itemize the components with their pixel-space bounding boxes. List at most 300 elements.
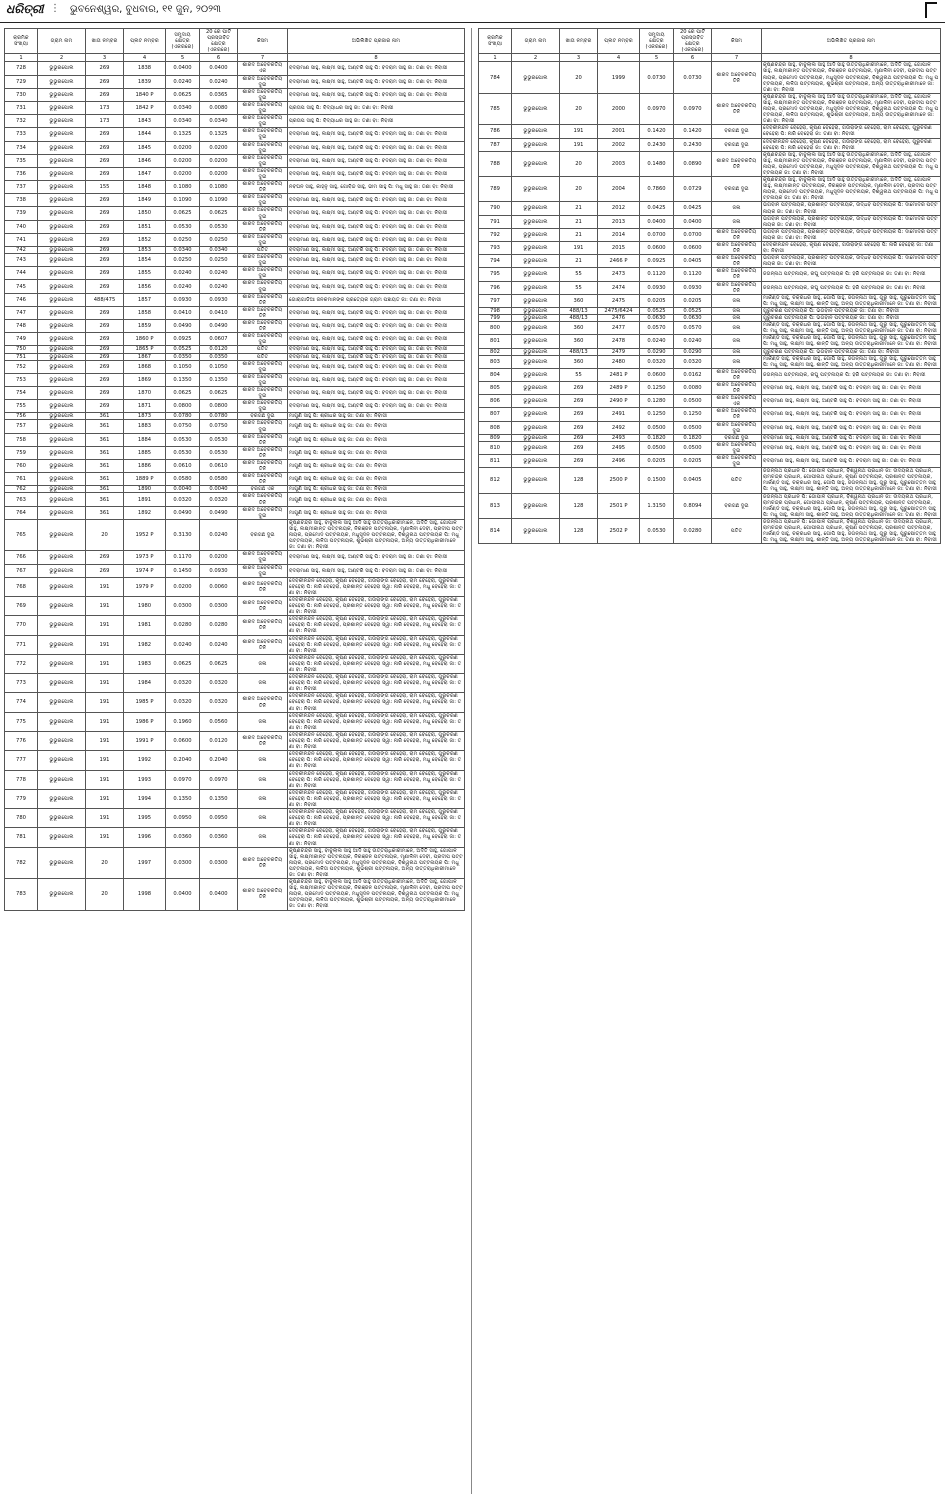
table-row [479, 228, 941, 241]
row-serial: 773 [5, 674, 38, 693]
row-kisam: ବରଗଛ ଦୁଇ [712, 434, 762, 441]
row-village: ଭୁଭୁରପୋଲ [512, 62, 560, 93]
row-serial: 777 [5, 751, 38, 770]
row-khata: 361 [86, 413, 124, 420]
row-total-area: 0.0205 [640, 294, 674, 307]
row-plot: 1838 [124, 62, 166, 75]
row-plot: 2474 [598, 281, 640, 294]
row-khata: 269 [560, 421, 598, 434]
row-total-area: 0.0530 [166, 446, 200, 459]
row-acquired-area: 0.1325 [200, 128, 238, 141]
row-plot: 2495 [598, 441, 640, 454]
row-khata: 191 [86, 751, 124, 770]
row-serial: 751 [5, 353, 38, 360]
row-acquired-area: 0.0340 [200, 247, 238, 254]
row-kisam: ଶାରଦ ଅବେଚକତିୟ ତିନି [712, 62, 762, 93]
table-row [479, 151, 941, 176]
row-total-area: 0.0040 [166, 486, 200, 493]
row-plot: 2477 [598, 322, 640, 335]
row-village: ଭୁଭୁରପୋଲ [512, 441, 560, 454]
row-kisam: ଶାରଦ ଅବେଚକତିୟ ତିନି [238, 847, 288, 878]
row-khata: 269 [86, 75, 124, 88]
row-kisam: ଶାରଦ ଅବେଚକତିୟ ଦୁଇ [238, 333, 288, 346]
row-plot: 2502 P [598, 518, 640, 543]
row-khata: 191 [86, 789, 124, 808]
row-kisam: ଶାରଦ ଅବେଚକତିୟ ଦୁଇ [238, 167, 288, 180]
row-khata: 269 [86, 247, 124, 254]
row-acquired-area: 0.0250 [200, 254, 238, 267]
row-acquired-area: 0.0930 [200, 293, 238, 306]
row-kisam: ଜଳା [712, 202, 762, 215]
row-village: ଭୁଭୁରପୋଲ [512, 368, 560, 381]
row-plot: 1973 P [124, 551, 166, 564]
row-khata: 191 [86, 577, 124, 596]
row-serial: 793 [479, 242, 512, 255]
row-acquired-area: 0.0162 [674, 368, 712, 381]
row-khata: 155 [86, 181, 124, 194]
row-khata: 191 [86, 828, 124, 847]
row-plot: 2490 P [598, 395, 640, 408]
row-village: ଭୁଭୁରପୋଲ [512, 322, 560, 335]
row-owner: ବଦରାମାଣ ସାହୁ, ଲକ୍ଷ୍ମୀ ସାହୁ, ଅଣ୍ଟରି ସାହୁ ପି: ବଦରାମ ସାହୁ ଜା: ତଣା ବା: ନିବାସୀ [288, 194, 465, 207]
table-row [5, 194, 465, 207]
row-acquired-area: 0.0930 [674, 281, 712, 294]
row-plot: 1856 [124, 280, 166, 293]
row-village: ଭୁଭୁରପୋଲ [38, 128, 86, 141]
row-acquired-area: 0.0930 [200, 564, 238, 577]
row-khata: 269 [560, 441, 598, 454]
row-acquired-area: 0.1080 [200, 181, 238, 194]
row-village: ଭୁଭୁରପୋଲ [512, 395, 560, 408]
row-kisam: ଶାରଦ ଅବେଚକତିୟ ତିନି [238, 493, 288, 506]
row-village: ଭୁଭୁରପୋଲ [38, 551, 86, 564]
row-acquired-area: 0.0405 [674, 468, 712, 493]
row-kisam: ଶାରଦ ଅବେଚକତିୟ ତିନି [238, 635, 288, 654]
table-row [5, 674, 465, 693]
col-number: 1 [5, 54, 38, 62]
table-row [5, 654, 465, 673]
row-owner: ଦେବକୀନନ୍ଦନ ବେହେରା, କୃଷ୍ଣ ବେହେରା, ଗଉରାଙ୍ଗ ବେହେରା ପି: ନାରି ବେହେରା ଜା: ତଣା ବା: ନିବାସୀ [762, 242, 941, 255]
row-owner: ଭଗବାନ ପଟ୍ଟନାୟକ, ପ୍ରଶାନ୍ତ ପଟ୍ଟନାୟକ, ଉଦ୍ଧବ ପଟ୍ଟନାୟକ ପି: ଦାମୋଦର ପଟ୍ଟନାୟକ ଜା: ତଣା ବା: ନିବାସୀ [762, 215, 941, 228]
row-total-area: 0.0360 [166, 828, 200, 847]
row-kisam: ଶାରଦ ଅବେଚକତିୟ ଦୁଇ [712, 441, 762, 454]
col-number: 3 [560, 54, 598, 62]
row-total-area: 0.1350 [166, 373, 200, 386]
row-village: ଭୁଭୁରପୋଲ [512, 381, 560, 394]
table-row [5, 564, 465, 577]
table-row [5, 731, 465, 750]
col-number: 5 [640, 54, 674, 62]
row-village: ଭୁଭୁରପୋଲ [38, 879, 86, 910]
row-plot: 1851 [124, 220, 166, 233]
row-khata: 488/13 [560, 307, 598, 314]
table-row [479, 518, 941, 543]
row-acquired-area: 0.0800 [200, 400, 238, 413]
row-total-area: 0.0930 [166, 293, 200, 306]
row-total-area: 0.1050 [166, 360, 200, 373]
row-plot: 1993 [124, 770, 166, 789]
row-village: ଭୁଭୁରପୋଲ [512, 242, 560, 255]
table-row [5, 433, 465, 446]
row-acquired-area: 0.0500 [674, 395, 712, 408]
table-row [5, 596, 465, 615]
row-serial: 814 [479, 518, 512, 543]
corner-mark-icon [925, 2, 937, 18]
row-acquired-area: 0.0625 [200, 386, 238, 399]
row-khata: 191 [86, 712, 124, 731]
row-khata: 269 [86, 280, 124, 293]
table-row [5, 789, 465, 808]
row-khata: 20 [86, 519, 124, 550]
row-plot: 1991 P [124, 731, 166, 750]
table-row [5, 306, 465, 319]
row-acquired-area: 0.0400 [200, 62, 238, 75]
table-row [479, 177, 941, 202]
row-serial: 760 [5, 460, 38, 473]
row-village: ଭୁଭୁରପୋଲ [38, 154, 86, 167]
row-acquired-area: 0.0625 [200, 654, 238, 673]
row-kisam: ଶାରଦ ଅବେଚକତିୟ ଦୁଇ [712, 455, 762, 468]
row-acquired-area: 0.0365 [200, 88, 238, 101]
row-plot: 2004 [598, 177, 640, 202]
row-total-area: 0.0580 [166, 473, 200, 486]
row-total-area: 0.0570 [640, 322, 674, 335]
row-acquired-area: 0.0320 [200, 493, 238, 506]
row-khata: 173 [86, 101, 124, 114]
row-kisam: ଜଳା [238, 674, 288, 693]
row-acquired-area: 0.0780 [200, 413, 238, 420]
row-khata: 269 [86, 128, 124, 141]
row-owner: ଦେବକୀନନ୍ଦନ ବେହେରା, କୃଷ୍ଣ ବେହେରା, ଗଉରାଙ୍ଗ ବେହେରା, ରାମ ବେହେରା, ଗୁରୁଚରଣ ବେହେରା ପି: ନାରି ବେହେରା, ପ୍ରଶାନ୍ତ ବେହେରା ସ୍ୱା: ନାରି ବେହେରା, ମଧୁ ବେହେରା ଜା: ତଣା ବା: ନିବାସୀ [288, 635, 465, 654]
row-serial: 779 [5, 789, 38, 808]
row-owner: ମାଗୁଣି ସାହୁ ପି: ଶ୍ରୀଧର ସାହୁ ଜା: ତଣା ବା: ନିବାସୀ [288, 413, 465, 420]
row-plot: 2500 P [598, 468, 640, 493]
row-plot: 1852 [124, 233, 166, 246]
row-owner: ବଦରାମାଣ ସାହୁ, ଲକ୍ଷ୍ମୀ ସାହୁ, ଅଣ୍ଟରି ସାହୁ ପି: ବଦରାମ ସାହୁ ଜା: ତଣା ବା: ନିବାସୀ [762, 395, 941, 408]
table-row [5, 460, 465, 473]
row-serial: 800 [479, 322, 512, 335]
row-khata: 269 [86, 207, 124, 220]
row-acquired-area: 0.0600 [674, 242, 712, 255]
table-row [479, 468, 941, 493]
row-owner: ମାଗୁଣି ସାହୁ ପି: ଶ୍ରୀଧର ସାହୁ ଜା: ତଣା ବା: ନିବାସୀ [288, 506, 465, 519]
row-plot: 1883 [124, 420, 166, 433]
col-header-plot: ପ୍ଲଟ ନମ୍ବର [598, 29, 640, 54]
table-row [5, 333, 465, 346]
row-acquired-area: 0.0300 [200, 847, 238, 878]
row-plot: 1982 [124, 635, 166, 654]
row-plot: 1979 P [124, 577, 166, 596]
row-total-area: 0.0240 [166, 75, 200, 88]
row-khata: 173 [86, 115, 124, 128]
row-kisam: ଶାରଦ ଅବେଚକତିୟ ତିନି [712, 281, 762, 294]
row-khata: 269 [86, 333, 124, 346]
row-acquired-area: 0.1350 [200, 789, 238, 808]
table-row [5, 280, 465, 293]
row-kisam: ଶାରଦ ଅବେଚକତିୟ ତିନି [712, 368, 762, 381]
row-khata: 269 [86, 346, 124, 353]
land-table-right [478, 28, 941, 544]
row-total-area: 0.1820 [640, 434, 674, 441]
row-serial: 765 [5, 519, 38, 550]
row-acquired-area: 0.0200 [200, 154, 238, 167]
row-khata: 191 [560, 138, 598, 151]
row-serial: 758 [5, 433, 38, 446]
row-serial: 762 [5, 486, 38, 493]
row-khata: 488/13 [560, 315, 598, 322]
col-header-village: ଗ୍ରାମ ନାମ [38, 29, 86, 54]
row-khata: 269 [560, 381, 598, 394]
row-serial: 755 [5, 400, 38, 413]
row-khata: 191 [560, 242, 598, 255]
row-total-area: 0.0600 [166, 731, 200, 750]
table-row [479, 215, 941, 228]
row-owner: ବଦରାମାଣ ସାହୁ, ଲକ୍ଷ୍ମୀ ସାହୁ, ଅଣ୍ଟରି ସାହୁ ପି: ବଦରାମ ସାହୁ ଜା: ତଣା ବା: ନିବାସୀ [762, 408, 941, 421]
row-plot: 2003 [598, 151, 640, 176]
right-column [478, 28, 941, 544]
row-village: ଭୁଭୁରପୋଲ [512, 434, 560, 441]
row-owner: ବଦରାମାଣ ସାହୁ, ଲକ୍ଷ୍ମୀ ସାହୁ, ଅଣ୍ଟରି ସାହୁ ପି: ବଦରାମ ସାହୁ ଜା: ତଣା ବା: ନିବାସୀ [288, 280, 465, 293]
row-owner: ବଦରାମାଣ ସାହୁ, ଲକ୍ଷ୍ମୀ ସାହୁ, ଅଣ୍ଟରି ସାହୁ ପି: ବଦରାମ ସାହୁ ଜା: ତଣା ବା: ନିବାସୀ [288, 141, 465, 154]
row-khata: 128 [560, 518, 598, 543]
row-village: ଭୁଭୁରପୋଲ [38, 473, 86, 486]
col-header-kisam: କିସମ [712, 29, 762, 54]
row-khata: 361 [86, 446, 124, 459]
row-total-area: 0.0530 [166, 433, 200, 446]
row-acquired-area: 0.0205 [674, 294, 712, 307]
row-total-area: 0.0750 [166, 420, 200, 433]
row-owner: ଦେବକୀନନ୍ଦନ ବେହେରା, କୃଷ୍ଣ ବେହେରା, ଗଉରାଙ୍ଗ ବେହେରା, ରାମ ବେହେରା, ଗୁରୁଚରଣ ବେହେରା ପି: ନାରି ବେହେରା, ପ୍ରଶାନ୍ତ ବେହେରା ସ୍ୱା: ନାରି ବେହେରା, ମଧୁ ବେହେରା ଜା: ତଣା ବା: ନିବାସୀ [288, 712, 465, 731]
row-acquired-area: 0.2430 [674, 138, 712, 151]
table-row [5, 353, 465, 360]
row-acquired-area: 0.0525 [674, 307, 712, 314]
row-total-area: 0.0780 [166, 413, 200, 420]
row-kisam: ଜଳା [238, 789, 288, 808]
row-serial: 782 [5, 847, 38, 878]
row-owner: ବଦରାମାଣ ସାହୁ, ଲକ୍ଷ୍ମୀ ସାହୁ, ଅଣ୍ଟରି ସାହୁ ପି: ବଦରାମ ସାହୁ ଜା: ତଣା ବା: ନିବାସୀ [288, 551, 465, 564]
table-row [5, 551, 465, 564]
row-village: ଭୁଭୁରପୋଲ [38, 101, 86, 114]
table-row [479, 493, 941, 518]
table-row [479, 421, 941, 434]
row-acquired-area: 0.0580 [200, 473, 238, 486]
row-serial: 807 [479, 408, 512, 421]
row-total-area: 0.0200 [166, 141, 200, 154]
table-row [5, 320, 465, 333]
row-serial: 801 [479, 335, 512, 348]
table-row [479, 62, 941, 93]
row-plot: 1871 [124, 400, 166, 413]
row-kisam: ପତିତ [238, 353, 288, 360]
row-owner: ମାର୍କଣ୍ଡ ସାହୁ, ଚକ୍ରଧର ସାହୁ, ଗୋପି ସାହୁ, ଜଗନ୍ନାଥ ସାହୁ, ଗୁରୁ ସାହୁ, ପୁରୁଷୋତ୍ତମ ସାହୁ ପି: ମଧୁ ସାହୁ, ଲକ୍ଷ୍ମୀ ସାହୁ, ଶାନ୍ତି ସାହୁ, ଅନ୍ୟ ଉତ୍ତରାଧିକାରୀମାନେ ଜା: ତଣା ବା: ନିବାସୀ [762, 322, 941, 335]
row-total-area: 0.3130 [166, 519, 200, 550]
row-kisam: ଶାରଦ ଅବେଚକତିୟ ତିନି [238, 181, 288, 194]
row-owner: ଗୁରୁଚରଣ ପଟ୍ଟନାୟକ ପି: ଭଗବାନ ପଟ୍ଟନାୟକ ଜା: ତଣା ବା: ନିବାସୀ [762, 348, 941, 355]
col-number: 3 [86, 54, 124, 62]
row-khata: 269 [560, 408, 598, 421]
row-khata: 361 [86, 433, 124, 446]
row-owner: ବଦରାମାଣ ସାହୁ, ଲକ୍ଷ୍ମୀ ସାହୁ, ଅଣ୍ଟରି ସାହୁ ପି: ବଦରାମ ସାହୁ ଜା: ତଣା ବା: ନିବାସୀ [288, 75, 465, 88]
table-row [5, 128, 465, 141]
row-acquired-area: 0.0060 [200, 577, 238, 596]
col-number: 6 [674, 54, 712, 62]
row-owner: ଦେବକୀନନ୍ଦନ ବେହେରା, କୃଷ୍ଣ ବେହେରା, ଗଉରାଙ୍ଗ ବେହେରା, ରାମ ବେହେରା, ଗୁରୁଚରଣ ବେହେରା ପି: ନାରି ବେହେରା, ପ୍ରଶାନ୍ତ ବେହେରା ସ୍ୱା: ନାରି ବେହେରା, ମଧୁ ବେହେରା ଜା: ତଣା ବା: ନିବାସୀ [288, 770, 465, 789]
table-row [5, 115, 465, 128]
row-total-area: 0.1250 [640, 408, 674, 421]
row-kisam: ଶାରଦ ଅବେଚକତିୟ ଦୁଇ [238, 154, 288, 167]
row-serial: 770 [5, 616, 38, 635]
row-khata: 20 [86, 879, 124, 910]
row-village: ଭୁଭୁରପୋଲ [38, 373, 86, 386]
row-serial: 772 [5, 654, 38, 673]
row-khata: 269 [86, 62, 124, 75]
row-khata: 21 [560, 255, 598, 268]
row-khata: 269 [86, 373, 124, 386]
row-acquired-area: 0.1050 [200, 360, 238, 373]
row-serial: 813 [479, 493, 512, 518]
row-kisam: ଶାରଦ ଅବେଚକତିୟ ଦୁଇ [238, 88, 288, 101]
row-acquired-area: 0.0350 [200, 353, 238, 360]
row-khata: 269 [86, 353, 124, 360]
row-owner: ବଦରାମାଣ ସାହୁ, ଲକ୍ଷ୍ମୀ ସାହୁ, ଅଣ୍ଟରି ସାହୁ ପି: ବଦରାମ ସାହୁ ଜା: ତଣା ବା: ନିବାସୀ [288, 167, 465, 180]
row-village: ଭୁଭୁରପୋଲ [38, 751, 86, 770]
row-total-area: 0.0320 [166, 674, 200, 693]
row-owner: ବଦରାମାଣ ସାହୁ, ଲକ୍ଷ୍ମୀ ସାହୁ, ଅଣ୍ଟରି ସାହୁ ପି: ବଦରାମ ସାହୁ ଜା: ତଣା ବା: ନିବାସୀ [288, 220, 465, 233]
row-total-area: 0.0530 [640, 518, 674, 543]
row-serial: 731 [5, 101, 38, 114]
row-khata: 269 [86, 88, 124, 101]
row-serial: 809 [479, 434, 512, 441]
row-village: ଭୁଭୁରପୋଲ [38, 460, 86, 473]
table-row [5, 386, 465, 399]
table-row [5, 346, 465, 353]
row-total-area: 0.0200 [166, 577, 200, 596]
table-row [5, 577, 465, 596]
row-serial: 802 [479, 348, 512, 355]
row-acquired-area: 0.0500 [674, 441, 712, 454]
row-plot: 1999 [598, 62, 640, 93]
col-number: 7 [712, 54, 762, 62]
row-serial: 771 [5, 635, 38, 654]
row-kisam: ଶାରଦ ଅବେଚକତିୟ ଦୁଇ [238, 400, 288, 413]
row-kisam: ଜଳା [712, 294, 762, 307]
row-serial: 739 [5, 207, 38, 220]
row-khata: 269 [560, 455, 598, 468]
row-serial: 767 [5, 564, 38, 577]
row-plot: 2015 [598, 242, 640, 255]
row-acquired-area: 0.0360 [200, 828, 238, 847]
row-owner: ବଦରାମାଣ ସାହୁ, ଲକ୍ଷ୍ମୀ ସାହୁ, ଅଣ୍ଟରି ସାହୁ ପି: ବଦରାମ ସାହୁ ଜା: ତଣା ବା: ନିବାସୀ [288, 254, 465, 267]
table-row [479, 408, 941, 421]
row-plot: 2476 [598, 315, 640, 322]
table-row [479, 434, 941, 441]
row-plot: 1890 [124, 486, 166, 493]
row-serial: 781 [5, 828, 38, 847]
table-row [5, 88, 465, 101]
row-village: ଭୁଭୁରପୋଲ [38, 493, 86, 506]
row-village: ଭୁଭୁରପୋଲ [38, 616, 86, 635]
row-kisam: ଜଳା [238, 751, 288, 770]
row-kisam: ପତିତ [238, 247, 288, 254]
row-total-area: 0.0320 [166, 693, 200, 712]
row-khata: 55 [560, 268, 598, 281]
row-plot: 1860 P [124, 333, 166, 346]
row-acquired-area: 0.0320 [200, 674, 238, 693]
right-table-body [479, 62, 941, 544]
row-khata: 128 [560, 468, 598, 493]
row-plot: 2012 [598, 202, 640, 215]
row-owner: ଜଗନ୍ନାଥ ପଟ୍ଟନାୟକ, ରଘୁ ପଟ୍ଟନାୟକ ପି: ହରି ପଟ୍ଟନାୟକ ଜା: ତଣା ବା: ନିବାସୀ [762, 268, 941, 281]
row-khata: 360 [560, 335, 598, 348]
row-kisam: ଜଳା [712, 335, 762, 348]
row-kisam: ଜଳା [712, 348, 762, 355]
row-owner: ଦେବକୀନନ୍ଦନ ବେହେରା, କୃଷ୍ଣ ବେହେରା, ଗଉରାଙ୍ଗ ବେହେରା, ରାମ ବେହେରା, ଗୁରୁଚରଣ ବେହେରା ପି: ନାରି ବେହେରା ଜା: ତଣା ବା: ନିବାସୀ [762, 125, 941, 138]
row-plot: 1845 [124, 141, 166, 154]
row-khata: 269 [86, 233, 124, 246]
row-serial: 775 [5, 712, 38, 731]
row-acquired-area: 0.0240 [200, 635, 238, 654]
row-khata: 269 [86, 564, 124, 577]
row-village: ଭୁଭୁରପୋଲ [38, 360, 86, 373]
row-total-area: 0.0200 [166, 154, 200, 167]
row-acquired-area: 0.0490 [200, 320, 238, 333]
row-owner: ବଦରାମାଣ ସାହୁ, ଲକ୍ଷ୍ମୀ ସାହୁ, ଅଣ୍ଟରି ସାହୁ ପି: ବଦରାମ ସାହୁ ଜା: ତଣା ବା: ନିବାସୀ [288, 333, 465, 346]
row-plot: 1843 [124, 115, 166, 128]
row-kisam: ଶାରଦ ଅବେଚକତିୟ ଦୁଇ [238, 233, 288, 246]
row-plot: 1981 [124, 616, 166, 635]
row-serial: 763 [5, 493, 38, 506]
row-village: ଭୁଭୁରପୋଲ [512, 455, 560, 468]
row-kisam: ଶାରଦ ଅବେଚକତିୟ ତିନି [238, 693, 288, 712]
row-total-area: 0.0240 [166, 280, 200, 293]
row-plot: 1842 P [124, 101, 166, 114]
row-khata: 269 [86, 254, 124, 267]
row-village: ଭୁଭୁରପୋଲ [38, 247, 86, 254]
col-header-khata: ଖାତା ନମ୍ବର [86, 29, 124, 54]
row-plot: 1868 [124, 360, 166, 373]
row-serial: 740 [5, 220, 38, 233]
row-kisam: ପତିତ [712, 518, 762, 543]
row-total-area: 0.1480 [640, 151, 674, 176]
row-owner: ବଦରାମାଣ ସାହୁ, ଲକ୍ଷ୍ମୀ ସାହୁ, ଅଣ୍ଟରି ସାହୁ ପି: ବଦରାମ ସାହୁ ଜା: ତଣା ବା: ନିବାସୀ [288, 346, 465, 353]
row-village: ଭୁଭୁରପୋଲ [38, 564, 86, 577]
row-kisam: ଶାରଦ ଅବେଚକତିୟ ତିନି [238, 616, 288, 635]
row-total-area: 0.0240 [640, 335, 674, 348]
row-owner: ମାର୍କଣ୍ଡ ସାହୁ, ଚକ୍ରଧର ସାହୁ, ଗୋପି ସାହୁ, ଜଗନ୍ନାଥ ସାହୁ, ଗୁରୁ ସାହୁ, ପୁରୁଷୋତ୍ତମ ସାହୁ ପି: ମଧୁ ସାହୁ, ଲକ୍ଷ୍ମୀ ସାହୁ, ଶାନ୍ତି ସାହୁ, ଅନ୍ୟ ଉତ୍ତରାଧିକାରୀମାନେ ଜା: ତଣା ବା: ନିବାସୀ [762, 355, 941, 368]
row-total-area: 0.0970 [640, 93, 674, 124]
row-village: ଭୁଭୁରପୋଲ [38, 674, 86, 693]
row-plot: 2493 [598, 434, 640, 441]
row-khata: 269 [86, 141, 124, 154]
row-khata: 191 [86, 731, 124, 750]
row-kisam: ଶାରଦ ଅବେଚକତିୟ ତିନି [238, 446, 288, 459]
table-row [5, 220, 465, 233]
row-total-area: 0.0625 [166, 654, 200, 673]
row-plot: 2480 [598, 355, 640, 368]
row-serial: 798 [479, 307, 512, 314]
row-kisam: ଶାରଦ ଅବେଚକତିୟ ତିନି [712, 151, 762, 176]
row-acquired-area: 0.1350 [200, 373, 238, 386]
row-village: ଭୁଭୁରପୋଲ [512, 408, 560, 421]
row-owner: ବଦରାମାଣ ସାହୁ, ଲକ୍ଷ୍ମୀ ସାହୁ, ଅଣ୍ଟରି ସାହୁ ପି: ବଦରାମ ସାହୁ ଜା: ତଣା ବା: ନିବାସୀ [288, 207, 465, 220]
row-village: ଭୁଭୁରପୋଲ [38, 596, 86, 615]
row-acquired-area: 0.0240 [674, 335, 712, 348]
col-header-owner: ଅଭିଲିଖିତ ପ୍ରଜାର ନାମ [762, 29, 941, 54]
row-khata: 21 [560, 228, 598, 241]
row-khata: 191 [86, 635, 124, 654]
row-village: ଭୁଭୁରପୋଲ [512, 255, 560, 268]
row-serial: 747 [5, 306, 38, 319]
